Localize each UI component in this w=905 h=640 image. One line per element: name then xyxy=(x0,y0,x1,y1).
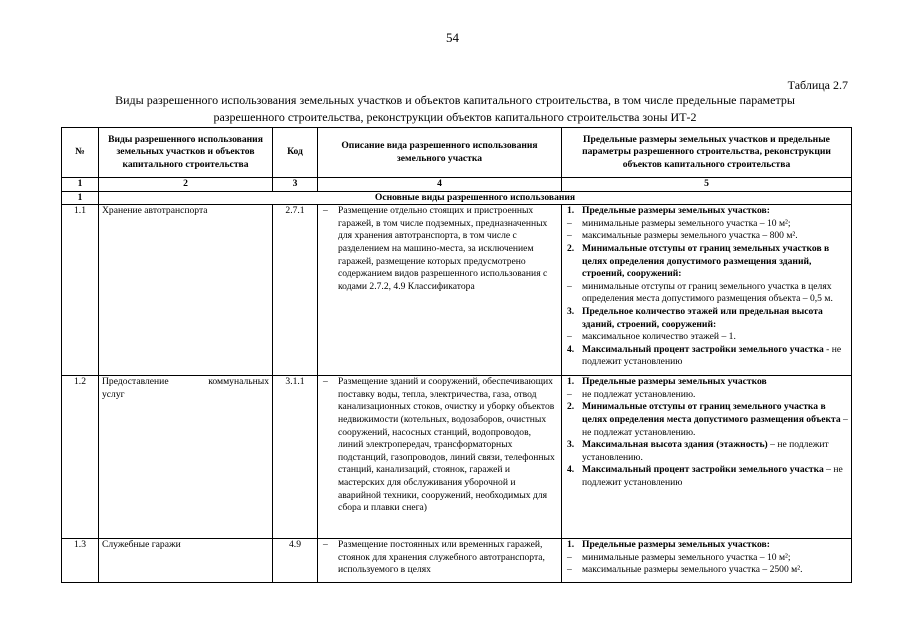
param-text: максимальные размеры земельного участка – 800 м². xyxy=(582,230,798,242)
param-text: – не подлежит установлению xyxy=(582,464,843,488)
param-text: - не подлежит установлению xyxy=(582,343,842,368)
list-marker: 1. xyxy=(567,205,575,217)
document-title xyxy=(60,92,850,126)
section-title: Основные виды разрешенного использования xyxy=(99,191,852,205)
use-type-name-part: коммунальных xyxy=(208,376,269,388)
param-text: минимальные размеры земельного участка – 10 м²; xyxy=(582,217,791,229)
param-heading: Минимальные отступы от границ земельных участков в целях определения допустимого размещения зданий, строений, сооружений: xyxy=(582,242,830,280)
row-number: 1.3 xyxy=(62,539,99,583)
header-description: Описание вида разрешенного использования земельного участка xyxy=(318,128,562,178)
table-label: Таблица 2.7 xyxy=(787,78,848,92)
column-number: 3 xyxy=(273,178,318,192)
header-row xyxy=(62,128,852,178)
description-text: Размещение отдельно стоящих и пристроенных гаражей, в том числе подземных, предназначенных для хранения автотранспорта, в том числе с разделением на машино-места, за исключением гаражей, размещение которых предусмотрено содержанием видов разрешенного использования с кодами 2.7.2, 4.9 Классификатора xyxy=(338,205,548,292)
list-marker: 3. xyxy=(567,439,575,451)
list-marker: 1. xyxy=(567,376,575,388)
use-parameters xyxy=(562,376,852,539)
dash-marker: – xyxy=(323,376,328,388)
row-number: 1.1 xyxy=(62,205,99,376)
list-marker: – xyxy=(567,388,572,400)
header-code: Код xyxy=(273,128,318,178)
list-marker: 2. xyxy=(567,401,575,413)
column-number: 4 xyxy=(318,178,562,192)
use-code: 2.7.1 xyxy=(273,205,318,376)
list-marker: 2. xyxy=(567,242,575,254)
dash-marker: – xyxy=(323,205,328,217)
table-row xyxy=(62,205,852,376)
use-type-name-part: Предоставление xyxy=(102,376,169,388)
description-text: Размещение постоянных или временных гаражей, стоянок для хранения служебного автотранспорта, используемого в целях xyxy=(338,539,545,576)
use-type-name: Служебные гаражи xyxy=(99,539,273,583)
param-heading: Предельные размеры земельных участков: xyxy=(582,539,770,551)
section-number: 1 xyxy=(62,191,99,205)
param-text: минимальные отступы от границ земельного участка в целях определения места допустимого размещения объекта – 0,5 м. xyxy=(582,280,833,305)
column-number: 2 xyxy=(99,178,273,192)
list-marker: 4. xyxy=(567,464,575,476)
list-marker: 1. xyxy=(567,539,575,551)
use-code: 3.1.1 xyxy=(273,376,318,539)
header-number: № xyxy=(62,128,99,178)
list-marker: 3. xyxy=(567,305,575,317)
land-use-table xyxy=(61,127,852,583)
list-marker: – xyxy=(567,217,572,229)
param-text: – не подлежит установлению. xyxy=(582,439,829,463)
column-number-row xyxy=(62,178,852,192)
param-text: максимальное количество этажей – 1. xyxy=(582,331,736,343)
table-row xyxy=(62,376,852,539)
use-parameters xyxy=(562,205,852,376)
header-parameters: Предельные размеры земельных участков и предельные параметры разрешенного строительства, реконструкции объектов капитального строительства xyxy=(562,128,852,178)
param-heading: Предельные размеры земельных участков: xyxy=(582,205,770,217)
param-text: не подлежат установлению. xyxy=(582,388,696,400)
list-marker: – xyxy=(567,551,572,563)
param-text: максимальные размеры земельного участка – 2500 м². xyxy=(582,564,803,576)
param-heading: Максимальный процент застройки земельного участка xyxy=(582,464,824,476)
column-number: 1 xyxy=(62,178,99,192)
row-number: 1.2 xyxy=(62,376,99,539)
param-text: минимальные размеры земельного участка – 10 м²; xyxy=(582,551,791,563)
use-parameters xyxy=(562,539,852,583)
list-marker: – xyxy=(567,331,572,343)
header-use-type: Виды разрешенного использования земельных участков и объектов капитального строительства xyxy=(99,128,273,178)
param-heading: Максимальный процент застройки земельного участка xyxy=(582,343,824,355)
list-marker: 4. xyxy=(567,343,575,355)
page-number: 54 xyxy=(446,30,459,45)
table-row xyxy=(62,539,852,583)
param-text: – не подлежат установлению. xyxy=(582,413,848,438)
use-type-name: Хранение автотранспорта xyxy=(99,205,273,376)
list-marker: – xyxy=(567,230,572,242)
description-text: Размещение зданий и сооружений, обеспечивающих поставку воды, тепла, электричества, газа, отвод канализационных стоков, очистку и уборку объектов недвижимости (котельных, водозаборов, очистных сооружений, насосных станций, водопроводов, линий электропередач, трансформаторных подстанций, газопроводов, линий связи, телефонных станций, канализаций, стоянок, гаражей и мастерских для обслуживания уборочной и аварийной техники, сооружений, необходимых для сбора и плавки снега) xyxy=(338,376,555,514)
title-line-1: Виды разрешенного использования земельных участков и объектов капитального строительства, в том числе предельные параметры xyxy=(115,93,795,107)
list-marker: – xyxy=(567,564,572,576)
column-number: 5 xyxy=(562,178,852,192)
list-marker: – xyxy=(567,280,572,292)
title-line-2: разрешенного строительства, реконструкции объектов капитального строительства зоны ИТ-2 xyxy=(213,110,697,124)
use-type-name xyxy=(99,376,273,539)
section-row xyxy=(62,191,852,205)
dash-marker: – xyxy=(323,539,328,551)
param-heading: Минимальные отступы от границ земельного участка в целях определения места допустимого размещения объекта xyxy=(582,401,841,425)
param-heading: Максимальная высота здания (этажность) xyxy=(582,439,768,451)
param-heading: Предельные размеры земельных участков xyxy=(582,376,767,388)
use-description xyxy=(318,205,562,376)
param-heading: Предельное количество этажей или предельная высота зданий, строений, сооружений: xyxy=(582,305,823,330)
use-code: 4.9 xyxy=(273,539,318,583)
use-description xyxy=(318,376,562,539)
use-type-name-part: услуг xyxy=(102,388,125,400)
use-description xyxy=(318,539,562,583)
